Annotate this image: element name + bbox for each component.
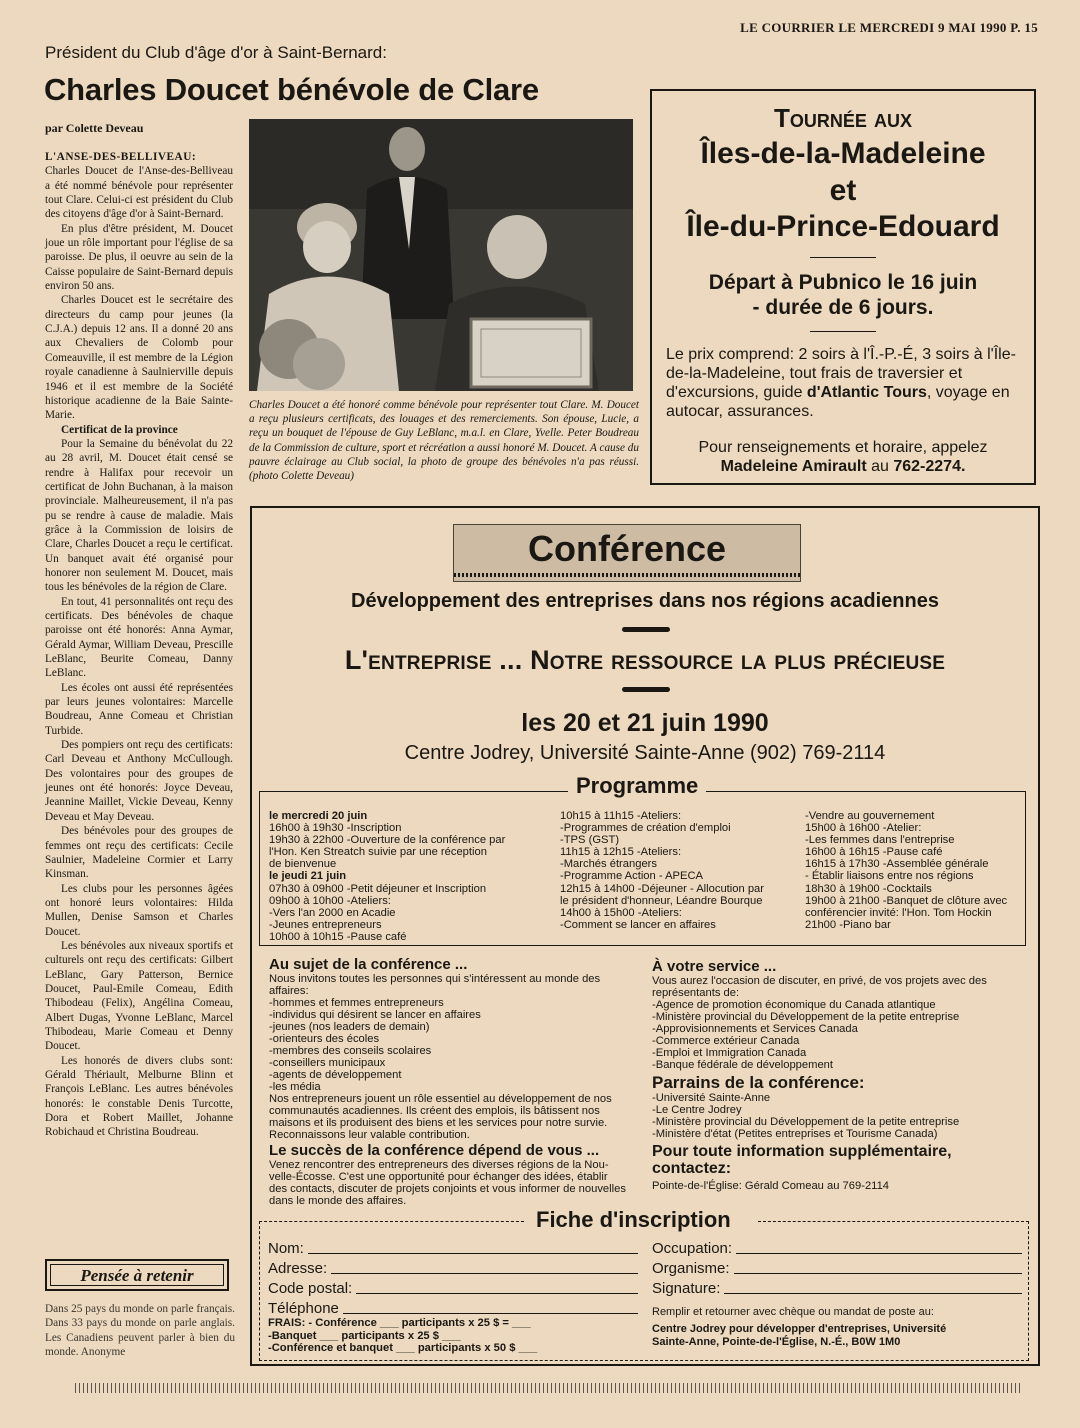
article-paragraph: Des bénévoles pour des groupes de femmes ont reçu des certificats: Cecile Saulnier, Madeleine Cormier et Larry Kinsman. <box>45 825 233 881</box>
service-line: Vous aurez l'occasion de discuter, en privé, de vos projets avec des <box>652 975 987 987</box>
address-line: Sainte-Anne, Pointe-de-l'Église, N.-É., B0W 1M0 <box>652 1335 901 1348</box>
form-fees <box>268 1317 638 1355</box>
form-field-row[interactable] <box>268 1237 638 1257</box>
tour-price <box>666 345 1026 421</box>
programme-line: le jeudi 21 juin <box>269 870 347 883</box>
programme-line: 21h00 -Piano bar <box>805 918 891 931</box>
form-field-row[interactable] <box>268 1257 638 1277</box>
programme-line: 19h30 à 22h00 -Ouverture de la conférence par <box>269 834 506 847</box>
sponsor-line: -Université Sainte-Anne <box>652 1092 771 1104</box>
tour-price-text: Le prix comprend: 2 soirs à l'Î.-P.-É, 3 soirs à l'Île-de-la-Madeleine, tout frais de traversier et d'excursions, guide <box>666 346 1016 401</box>
article-paragraph: Charles Doucet est le secrétaire des directeurs du camp pour jeunes (la C.J.A.) depuis 12 ans. Il a donné 20 ans aux Chevaliers de Colomb pour Comeauville, il est membre de la Légion royale canadienne à Saulnierville depuis 1946 et il est membre de la Société historique acadienne de la Baie Sainte-Marie. <box>45 294 233 422</box>
service-line: -Emploi et Immigration Canada <box>652 1047 807 1059</box>
service-line: représentants de: <box>652 987 740 999</box>
conference-title-box <box>453 524 801 582</box>
quote-text: Dans 25 pays du monde on parle français. Dans 33 pays du monde on parle anglais. Les Canadiens peuvent parler à bien du monde. Anonyme <box>45 1303 235 1359</box>
tour-contact-mid: au <box>866 458 894 475</box>
programme-line: -Programme Action - APECA <box>560 870 703 883</box>
service-title: À votre service ... <box>652 958 777 975</box>
programme-line: le président d'honneur, Léandre Bourque <box>560 894 763 907</box>
about-line: -conseillers municipaux <box>269 1057 386 1069</box>
tour-guide: d'Atlantic Tours <box>806 384 927 401</box>
programme-line: 14h00 à 15h00 -Ateliers: <box>560 906 682 919</box>
field-label-code-postal: Code postal: <box>268 1280 353 1297</box>
tour-duration: - durée de 6 jours. <box>752 296 934 319</box>
article-paragraph: Les clubs pour les personnes âgées ont honoré leurs volontaires: Hilda Mullen, Denise Samson et Charles Doucet. <box>45 882 233 938</box>
divider <box>810 331 876 332</box>
about-section <box>269 957 644 1207</box>
form-field-row[interactable] <box>268 1277 638 1297</box>
programme-line: 11h15 à 12h15 -Ateliers: <box>560 846 682 859</box>
conference-subtitle: Développement des entreprises dans nos régions acadiennes <box>351 590 939 612</box>
tour-advertisement <box>650 89 1036 485</box>
programme-line: -Jeunes entrepreneurs <box>269 918 382 931</box>
about-line: Nos entrepreneurs jouent un rôle essentiel au développement de nos <box>269 1093 612 1105</box>
about-line: -agents de développement <box>269 1069 402 1081</box>
success-line: Venez rencontrer des entrepreneurs des diverses régions de la Nou- <box>269 1159 609 1171</box>
article-paragraph: Les écoles ont aussi été représentées par leurs jeunes volontaires: Marcelle Boudreau, Anne Comeau et Christian Turbide. <box>45 681 233 737</box>
form-dash-right <box>758 1221 1029 1222</box>
programme-line: 16h15 à 17h30 -Assemblée générale <box>805 858 989 871</box>
tour-departure: Départ à Pubnico le 16 juin <box>708 271 978 294</box>
success-line: des contacts, discuter de projets conjoints et vous informer de nouvelles <box>269 1183 626 1195</box>
info-title: contactez: <box>652 1160 732 1177</box>
sponsor-line: -Le Centre Jodrey <box>652 1104 742 1116</box>
tour-title-line: et <box>829 174 857 207</box>
divider <box>810 257 876 258</box>
programme-line: -TPS (GST) <box>560 834 620 847</box>
programme-line: - Établir liaisons entre nos régions <box>805 870 974 883</box>
programme-line: 10h00 à 10h15 -Pause café <box>269 930 407 943</box>
article-kicker: Président du Club d'âge d'or à Saint-Bernard: <box>45 43 387 62</box>
programme-line: l'Hon. Ken Streatch suivie par une réception <box>269 846 487 859</box>
tour-title-line: Île-du-Prince-Edouard <box>686 210 1000 243</box>
quote-title: Pensée à retenir <box>50 1264 224 1286</box>
sponsors-title: Parrains de la conférence: <box>652 1073 865 1092</box>
signature-input-line[interactable] <box>724 1293 1022 1294</box>
about-line: -les média <box>269 1081 321 1093</box>
programme-line: 15h00 à 16h00 -Atelier: <box>805 822 922 835</box>
tour-contact <box>652 458 1034 476</box>
programme-line: conférencier invité: l'Hon. Tom Hockin <box>805 906 992 919</box>
article-subhead: Certificat de la province <box>61 423 178 436</box>
programme-line: 12h15 à 14h00 -Déjeuner - Allocution par <box>560 882 765 895</box>
about-line: -membres des conseils scolaires <box>269 1045 432 1057</box>
conference-theme: L'entreprise ... Notre ressource la plus précieuse <box>344 645 946 675</box>
programme-line: le mercredi 20 juin <box>269 810 368 822</box>
service-line: -Agence de promotion économique du Canada atlantique <box>652 999 936 1011</box>
nom-input-line[interactable] <box>308 1253 638 1254</box>
programme-column-1 <box>269 810 554 943</box>
bottom-tick-strip <box>75 1383 1020 1393</box>
service-line: -Commerce extérieur Canada <box>652 1035 800 1047</box>
about-line: -individus qui désirent se lancer en affaires <box>269 1009 481 1021</box>
return-text: Remplir et retourner avec chèque ou mandat de poste au: <box>652 1306 934 1318</box>
occupation-input-line[interactable] <box>736 1253 1022 1254</box>
article-paragraph: Des pompiers ont reçu des certificats: Carl Deveau et Anthony McCullough. Des volontaires pour des groupes de jeunes ont été honorés: Joyce Deveau, Jeannine Maillet, Vickie Deveau, Kenny Deveau et May Deveau. <box>45 739 233 823</box>
programme-line: de bienvenue <box>269 858 337 871</box>
programme-line: -Marchés étrangers <box>560 858 657 871</box>
telephone-input-line[interactable] <box>343 1313 638 1314</box>
divider <box>622 627 670 632</box>
about-line: -orienteurs des écoles <box>269 1033 380 1045</box>
article-paragraph: En plus d'être président, M. Doucet joue un rôle important pour l'église de sa paroisse. De plus, il oeuvre au sein de la Caisse populaire de Saint-Bernard depuis environ 50 ans. <box>45 222 233 293</box>
address-line: Centre Jodrey pour développer d'entreprises, Université <box>652 1323 947 1335</box>
fee-line[interactable] <box>268 1342 638 1355</box>
fee-line[interactable] <box>268 1317 638 1330</box>
return-address <box>652 1323 1027 1348</box>
about-line: communautés acadiennes. Ils créent des emplois, ils bâtissent nos <box>269 1105 600 1117</box>
article-paragraph: Pour la Semaine du bénévolat du 22 au 28 avril, M. Doucet était censé se rendre à Halifax pour recevoir un certificat de John Buchanan, à la maison provinciale. Malheureusement, il n'a pas pu se rendre à cause de maladie. Mais grâce à la Commission de loisirs de Clare, Charles Doucet a reçu le certificat. Un banquet avait été organisé pour honorer non seulement M. Doucet, mais tous les bénévoles de la région de Clare. <box>45 437 233 594</box>
article-byline: par Colette Deveau <box>45 121 144 135</box>
programme-title: Programme <box>568 773 706 799</box>
about-line: maisons et ils produisent des biens et les services pour notre survie. <box>269 1117 608 1129</box>
about-line: affaires: <box>269 985 309 997</box>
about-line: -hommes et femmes entrepreneurs <box>269 997 444 1009</box>
form-title: Fiche d'inscription <box>536 1207 731 1232</box>
info-title: Pour toute information supplémentaire, <box>652 1143 952 1160</box>
success-line: dans le monde des affaires. <box>269 1195 407 1207</box>
field-label-organisme: Organisme: <box>652 1260 730 1277</box>
organisme-input-line[interactable] <box>734 1273 1022 1274</box>
form-field-row[interactable] <box>652 1277 1022 1297</box>
conference-dates: les 20 et 21 juin 1990 <box>521 709 769 737</box>
tour-phone: 762-2274. <box>893 458 966 475</box>
tour-info-text: Pour renseignements et horaire, appelez <box>698 439 988 456</box>
article-body <box>45 150 233 1140</box>
programme-line: -Vers l'an 2000 en Acadie <box>269 906 396 919</box>
programme-line: 09h00 à 10h00 -Ateliers: <box>269 894 391 907</box>
fee-conference: - Conférence ___ participants x 25 $ = ___ <box>308 1317 531 1329</box>
programme-line: -Programmes de création d'emploi <box>560 822 731 835</box>
success-line: velle-Écosse. C'est une opportunité pour échanger des idées, établir <box>269 1171 608 1183</box>
fee-banquet: -Banquet ___ participants x 25 $ ___ <box>268 1329 461 1342</box>
service-line: -Ministère provincial du Développement de la petite entreprise <box>652 1011 960 1023</box>
programme-line: 19h00 à 21h00 -Banquet de clôture avec <box>805 894 1008 907</box>
quote-box <box>45 1259 229 1291</box>
programme-line: -Comment se lancer en affaires <box>560 918 716 931</box>
programme-line: -Les femmes dans l'entreprise <box>805 834 955 847</box>
service-section <box>652 959 1028 1192</box>
adresse-input-line[interactable] <box>331 1273 638 1274</box>
photo-illustration <box>249 119 633 391</box>
tour-price-end: , voyage en autocar, assurances. <box>666 384 1010 420</box>
photo-caption: Charles Doucet a été honoré comme bénévole pour représenter tout Clare. M. Doucet a reçu plusieurs certificats, des louages et des remerciements. Son épouse, Lucie, a reçu un bouquet de l'épouse de Guy LeBlanc, m.a.l. en Clare, Yvelle. Peter Boudreau de la Commission de culture, sport et récréation a aussi honoré M. Doucet. A cause du pauvre éclairage au Club social, la photo de groupe des bénévoles n'a pas réussi. (photo Colette Deveau) <box>249 399 639 483</box>
fee-line[interactable] <box>268 1330 638 1343</box>
programme-line: 07h30 à 09h00 -Petit déjeuner et Inscription <box>269 882 487 895</box>
form-field-row[interactable] <box>268 1297 638 1317</box>
tour-contact-name: Madeleine Amirault <box>720 458 867 475</box>
programme-column-2 <box>560 810 800 931</box>
tour-title-line: Îles-de-la-Madeleine <box>700 137 986 170</box>
article-paragraph: En tout, 41 personnalités ont reçu des certificats. Des bénévoles de chaque paroisse ont été honorés: Anna Aymar, Gérald Aymar, William Deveau, Prescille LeBlanc, Beurite Comeau, Danny LeBlanc. <box>45 595 233 680</box>
about-line: Reconnaissons leur valable contribution. <box>269 1129 470 1141</box>
programme-line: 16h00 à 19h30 -Inscription <box>269 822 402 835</box>
article-paragraph: Charles Doucet de l'Anse-des-Belliveau a été nommé bénévole pour représenter tout Clare. Celui-ci est président du Club des citoyens d'âge d'or à Saint-Bernard. <box>45 165 233 221</box>
article-dateline: L'ANSE-DES-BELLIVEAU: <box>45 151 197 163</box>
code-postal-input-line[interactable] <box>356 1293 638 1294</box>
title-hatch <box>454 573 800 577</box>
fees-title: FRAIS: <box>268 1317 306 1329</box>
sponsor-line: -Ministère provincial du Développement de la petite entreprise <box>652 1116 960 1128</box>
article-paragraph: Les honorés de divers clubs sont: Gérald Thériault, Melburne Blinn et François LeBlanc. Les autres bénévoles honorés: le constable Denis Turcotte, Dora et Robert Maillet, Johanne Robichaud et Christina Boudreau. <box>45 1054 233 1139</box>
conference-venue: Centre Jodrey, Université Sainte-Anne (902) 769-2114 <box>404 742 886 764</box>
form-left-fields <box>268 1237 638 1317</box>
success-title: Le succès de la conférence dépend de vous ... <box>269 1142 600 1159</box>
article-paragraph: Les bénévoles aux niveaux sportifs et culturels ont reçu des certificats: Gilbert LeBlanc, Gary Patterson, Bernice Doucet, Paul-Emile Comeau, Edith Thibodeau (Felix), Angélina Comeau, Albert Dugas, Yvonne LeBlanc, Marcel Thibodeau, Marie Comeau et Denny Doucet. <box>45 939 233 1053</box>
field-label-signature: Signature: <box>652 1280 721 1297</box>
field-label-adresse: Adresse: <box>268 1260 328 1277</box>
about-line: Nous invitons toutes les personnes qui s'intéressent au monde des <box>269 973 601 985</box>
programme-line: 16h00 à 16h15 -Pause café <box>805 846 943 859</box>
fee-both: -Conférence et banquet ___ participants x 50 $ ___ <box>268 1342 538 1354</box>
programme-column-3 <box>805 810 1025 931</box>
divider <box>622 687 670 692</box>
service-line: -Banque fédérale de développement <box>652 1059 833 1071</box>
article-headline: Charles Doucet bénévole de Clare <box>44 72 539 107</box>
field-label-nom: Nom: <box>268 1240 304 1257</box>
field-label-occupation: Occupation: <box>652 1240 733 1257</box>
form-dash-left <box>259 1221 524 1222</box>
about-title: Au sujet de la conférence ... <box>269 956 468 973</box>
programme-line: 10h15 à 11h15 -Ateliers: <box>560 810 682 822</box>
sponsor-line: -Ministère d'état (Petites entreprises et Tourisme Canada) <box>652 1128 938 1140</box>
info-contact: Pointe-de-l'Église: Gérald Comeau au 769-2114 <box>652 1180 890 1192</box>
service-line: -Approvisionnements et Services Canada <box>652 1023 858 1035</box>
article-photo <box>249 119 633 391</box>
form-field-row[interactable] <box>652 1237 1022 1257</box>
conference-title: Conférence <box>527 528 727 569</box>
tour-title-line: Tournée aux <box>773 103 913 133</box>
programme-line: 18h30 à 19h00 -Cocktails <box>805 882 932 895</box>
about-line: -jeunes (nos leaders de demain) <box>269 1021 430 1033</box>
programme-line: -Vendre au gouvernement <box>805 810 935 822</box>
masthead: LE COURRIER LE MERCREDI 9 MAI 1990 P. 15 <box>740 20 1038 35</box>
form-field-row[interactable] <box>652 1257 1022 1277</box>
form-right-fields <box>652 1237 1022 1297</box>
field-label-telephone: Téléphone <box>268 1300 339 1317</box>
